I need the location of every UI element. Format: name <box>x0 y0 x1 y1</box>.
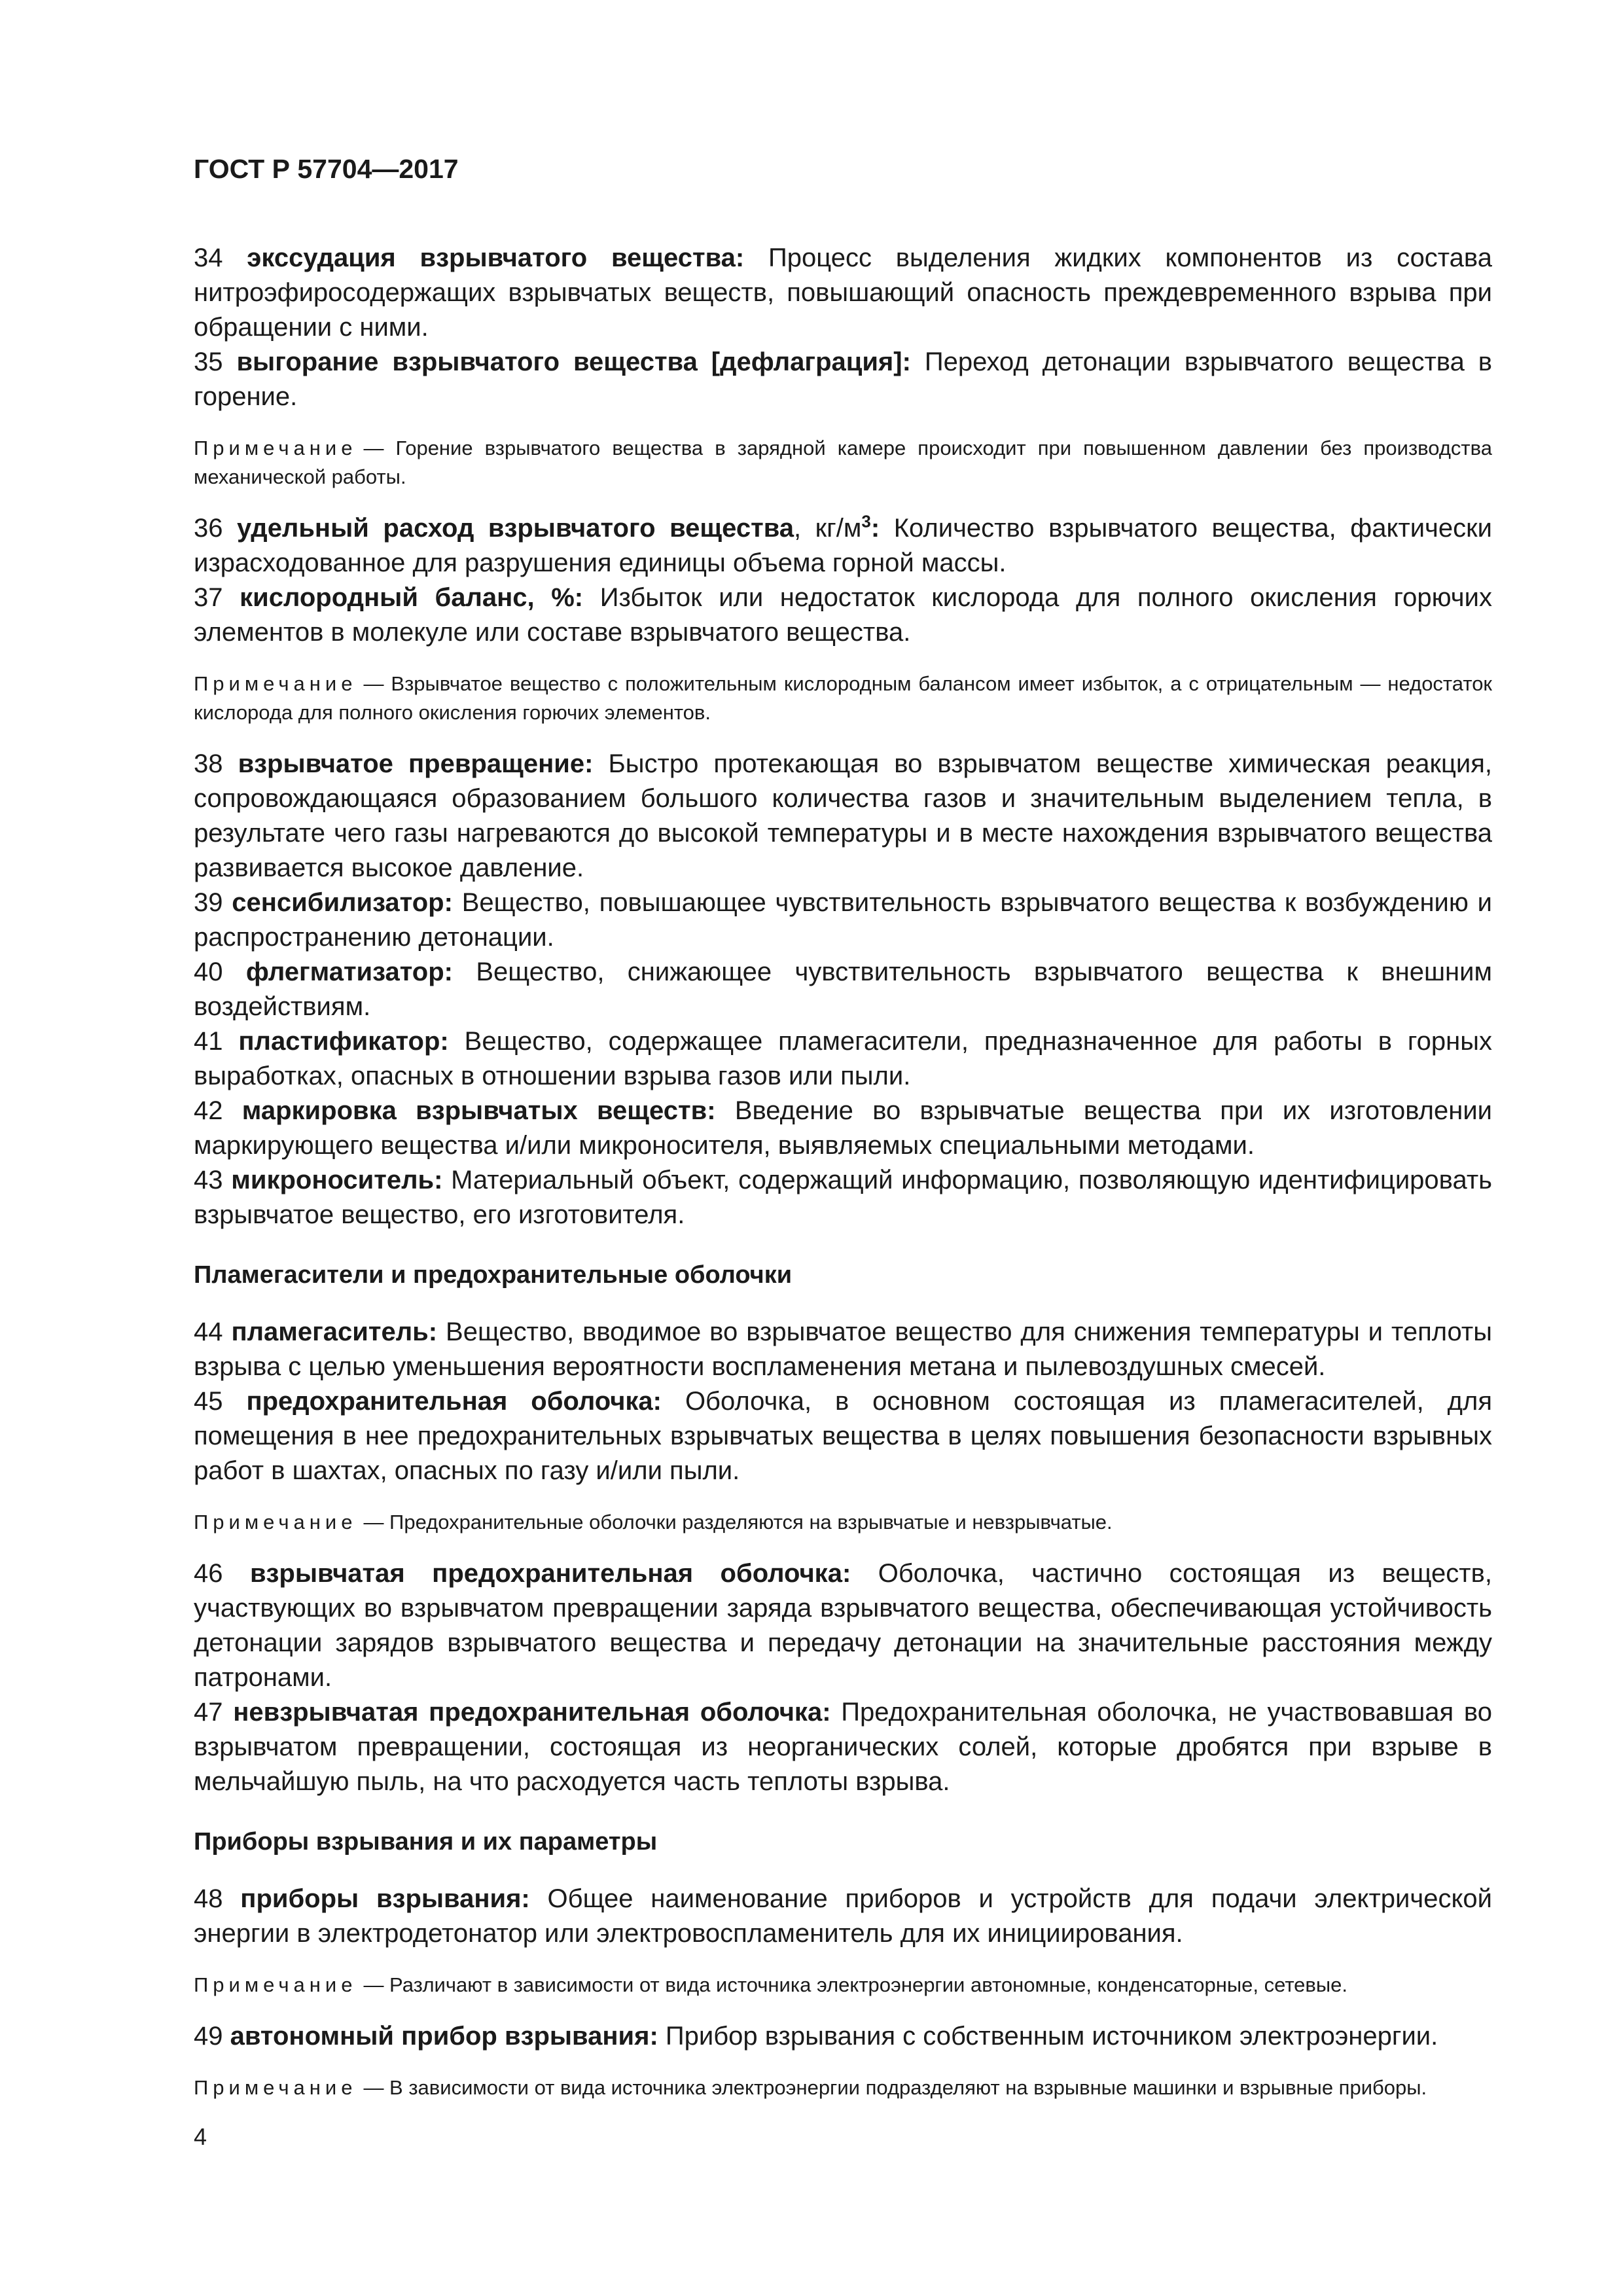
term-definition: Оболочка, в основном состоящая из пламегасителей, для помещения в нее предохранительных взрывчатых вещества в целях повышения безопасности взрывных работ в шахтах, опасных по газу и/или пыли. <box>194 1387 1492 1485</box>
term-number: 39 <box>194 888 223 917</box>
term-number: 47 <box>194 1698 223 1727</box>
term-definition: Избыток или недостаток кислорода для полного окисления горючих элементов в молекуле или составе взрывчатого вещества. <box>194 583 1492 647</box>
term-entry <box>194 241 1492 345</box>
term-number: 44 <box>194 1318 223 1346</box>
note-entry <box>194 1971 1492 2000</box>
term-definition: Прибор взрывания с собственным источником электроэнергии. <box>665 2022 1438 2051</box>
term-name: сенсибилизатор: <box>232 888 453 917</box>
term-name: пламегаситель: <box>231 1318 438 1346</box>
term-number: 42 <box>194 1096 223 1125</box>
section-heading: Приборы взрывания и их параметры <box>194 1828 658 1856</box>
note-entry <box>194 434 1492 492</box>
note-label: Примечание <box>194 2076 357 2099</box>
term-definition: Оболочка, частично состоящая из веществ, участвующих во взрывчатом превращении заряда взрывчатого вещества, обеспечивающая устойчивость детонации зарядов взрывчатого вещества и передачу детонации на значительные расстояния между патронами. <box>194 1559 1492 1692</box>
note-entry <box>194 1508 1492 1537</box>
term-entry <box>194 2019 1492 2054</box>
term-entry <box>194 1315 1492 1384</box>
term-definition: Вещество, снижающее чувствительность взрывчатого вещества к внешним воздействиям. <box>194 958 1492 1021</box>
note-label: Примечание <box>194 437 357 459</box>
term-number: 48 <box>194 1884 223 1913</box>
note-text: — Горение взрывчатого вещества в зарядной камере происходит при повышенном давлении без производства механической работы. <box>194 437 1492 488</box>
note-label: Примечание <box>194 672 357 695</box>
term-name: экссудация взрывчатого вещества: <box>247 243 745 272</box>
term-entry <box>194 886 1492 955</box>
term-number: 35 <box>194 348 223 376</box>
term-number: 43 <box>194 1166 223 1194</box>
term-definition: Вещество, вводимое во взрывчатое вещество для снижения температуры и теплоты взрыва с целью уменьшения вероятности воспламенения метана и пылевоздушных смесей. <box>194 1318 1492 1381</box>
term-entry <box>194 1384 1492 1488</box>
term-number: 38 <box>194 749 223 778</box>
term-number: 49 <box>194 2022 223 2051</box>
term-name: кислородный баланс, %: <box>240 583 584 612</box>
term-name: взрывчатое превращение: <box>238 749 594 778</box>
term-number: 41 <box>194 1027 223 1056</box>
term-entry <box>194 747 1492 886</box>
term-entry <box>194 1094 1492 1163</box>
term-number: 37 <box>194 583 223 612</box>
term-number: 45 <box>194 1387 223 1416</box>
note-text: — В зависимости от вида источника электроэнергии подразделяют на взрывные машинки и взрывные приборы. <box>363 2076 1427 2099</box>
term-definition: Материальный объект, содержащий информацию, позволяющую идентифицировать взрывчатое вещество, его изготовителя. <box>194 1166 1492 1229</box>
term-name: выгорание взрывчатого вещества [дефлаграция]: <box>236 348 911 376</box>
term-unit-colon: : <box>870 514 880 543</box>
note-label: Примечание <box>194 1973 357 1996</box>
term-entry <box>194 345 1492 414</box>
note-label: Примечание <box>194 1511 357 1534</box>
note-text: — Взрывчатое вещество с положительным кислородным балансом имеет избыток, а с отрицательным — недостаток кислорода для полного окисления горючих элементов. <box>194 672 1492 724</box>
note-text: — Предохранительные оболочки разделяются на взрывчатые и невзрывчатые. <box>363 1511 1113 1534</box>
term-entry <box>194 511 1492 581</box>
term-number: 46 <box>194 1559 223 1588</box>
term-definition: Вещество, повышающее чувствительность взрывчатого вещества к возбуждению и распространению детонации. <box>194 888 1492 952</box>
term-name: маркировка взрывчатых веществ: <box>241 1096 716 1125</box>
term-name: удельный расход взрывчатого вещества <box>237 514 794 543</box>
term-name: приборы взрывания: <box>240 1884 530 1913</box>
term-definition: Вещество, содержащее пламегасители, предназначенное для работы в горных выработках, опасных в отношении взрыва газов или пыли. <box>194 1027 1492 1090</box>
term-name: пластификатор: <box>238 1027 449 1056</box>
term-name: флегматизатор: <box>245 958 453 986</box>
page-number: 4 <box>194 2123 207 2150</box>
section-heading: Пламегасители и предохранительные оболочки <box>194 1261 793 1289</box>
term-name: микроноситель: <box>231 1166 443 1194</box>
term-entry <box>194 1882 1492 1951</box>
term-definition: Предохранительная оболочка, не участвовавшая во взрывчатом превращении, состоящая из неорганических солей, которые дробятся при взрыве в мельчайшую пыль, на что расходуется часть теплоты взрыва. <box>194 1698 1492 1796</box>
note-entry <box>194 670 1492 727</box>
note-text: — Различают в зависимости от вида источника электроэнергии автономные, конденсаторные, сетевые. <box>363 1973 1348 1996</box>
term-entry <box>194 1024 1492 1094</box>
note-entry <box>194 2073 1492 2102</box>
term-unit: , кг/м <box>794 514 862 543</box>
term-entry <box>194 1695 1492 1799</box>
terms-list <box>194 241 1492 2102</box>
term-name: предохранительная оболочка: <box>246 1387 662 1416</box>
term-definition: Процесс выделения жидких компонентов из состава нитроэфиросодержащих взрывчатых веществ, повышающий опасность преждевременного взрыва при обращении с ними. <box>194 243 1492 342</box>
term-definition: Количество взрывчатого вещества, фактически израсходованное для разрушения единицы объема горной массы. <box>194 514 1492 577</box>
term-definition: Введение во взрывчатые вещества при их изготовлении маркирующего вещества и/или микроносителя, выявляемых специальными методами. <box>194 1096 1493 1160</box>
term-number: 40 <box>194 958 223 986</box>
term-name: автономный прибор взрывания: <box>230 2022 658 2051</box>
term-definition: Переход детонации взрывчатого вещества в горение. <box>194 348 1492 411</box>
term-entry <box>194 1163 1492 1232</box>
term-name: взрывчатая предохранительная оболочка: <box>249 1559 851 1588</box>
term-unit-exponent: 3 <box>861 511 871 531</box>
term-number: 36 <box>194 514 223 543</box>
term-definition: Быстро протекающая во взрывчатом веществе химическая реакция, сопровождающаяся образованием большого количества газов и значительным выделением тепла, в результате чего газы нагреваются до высокой температуры и в месте нахождения взрывчатого вещества развивается высокое давление. <box>194 749 1492 882</box>
term-number: 34 <box>194 243 223 272</box>
term-entry <box>194 1556 1492 1695</box>
term-entry <box>194 955 1492 1024</box>
term-name: невзрывчатая предохранительная оболочка: <box>233 1698 831 1727</box>
standard-code: ГОСТ Р 57704—2017 <box>194 154 459 184</box>
term-entry <box>194 581 1492 650</box>
term-definition: Общее наименование приборов и устройств для подачи электрической энергии в электродетонатор или электровоспламенитель для их инициирования. <box>194 1884 1493 1948</box>
